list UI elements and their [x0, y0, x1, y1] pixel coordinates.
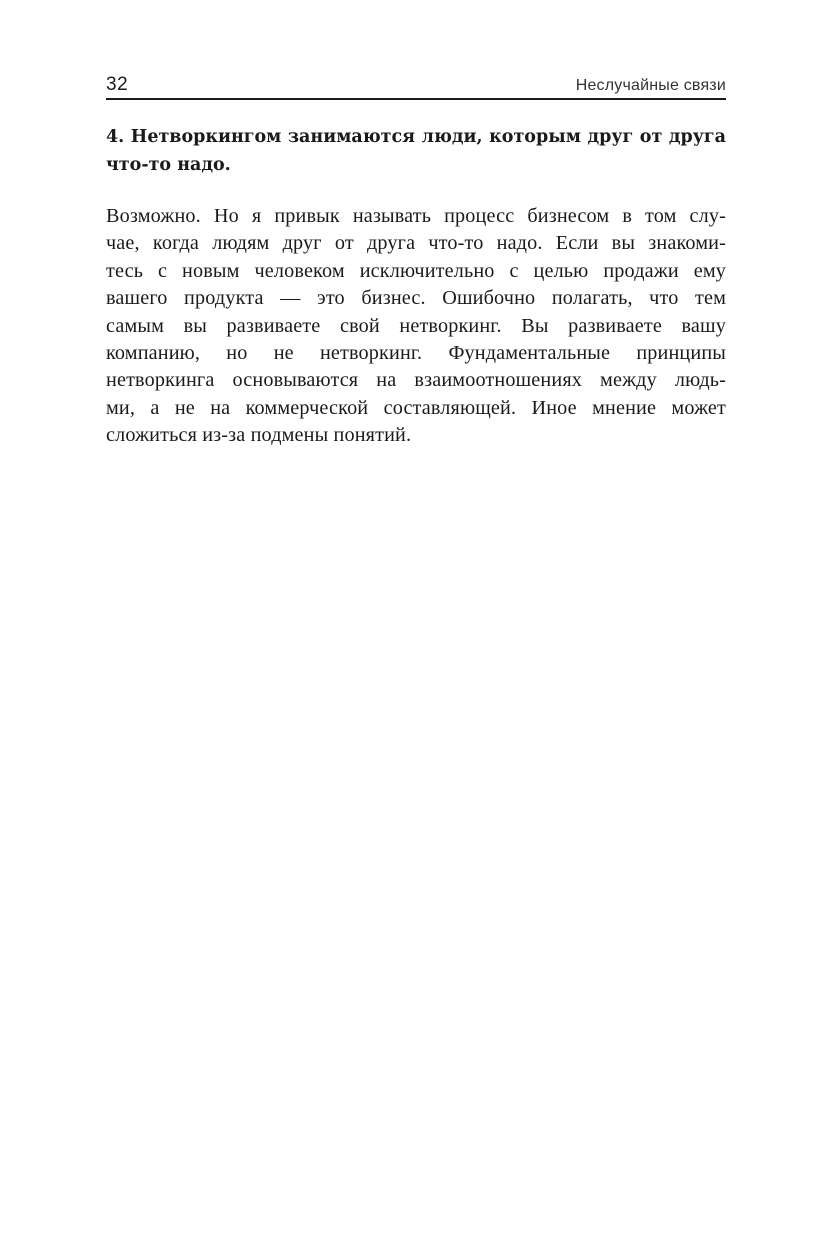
body-paragraph	[106, 203, 726, 450]
body-line: чае, когда людям друг от друга что-то надо. Если вы знакоми-	[106, 232, 726, 255]
body-line: нетворкинга основываются на взаимоотношениях между людь-	[106, 369, 726, 392]
page-number: 32	[106, 74, 129, 95]
body-line: самым вы развиваете свой нетворкинг. Вы развиваете вашу	[106, 314, 726, 337]
body-line: компанию, но не нетворкинг. Фундаментальные принципы	[106, 342, 726, 365]
body-line: Возможно. Но я привык называть процесс бизнесом в том слу-	[106, 205, 726, 227]
body-line: ми, а не на коммерческой составляющей. Иное мнение может	[106, 396, 726, 419]
section-heading-line: что-то надо.	[106, 155, 231, 175]
body-line: тесь с новым человеком исключительно с целью продажи ему	[106, 259, 726, 282]
running-head	[106, 72, 726, 100]
body-line: сложиться из-за подмены понятий.	[106, 424, 412, 447]
body-line: вашего продукта — это бизнес. Ошибочно полагать, что тем	[106, 287, 726, 310]
section-heading	[106, 123, 726, 179]
running-title: Неслучайные связи	[575, 77, 726, 94]
section-heading-line: 4. Нетворкингом занимаются люди, которым друг от друга	[106, 127, 726, 147]
